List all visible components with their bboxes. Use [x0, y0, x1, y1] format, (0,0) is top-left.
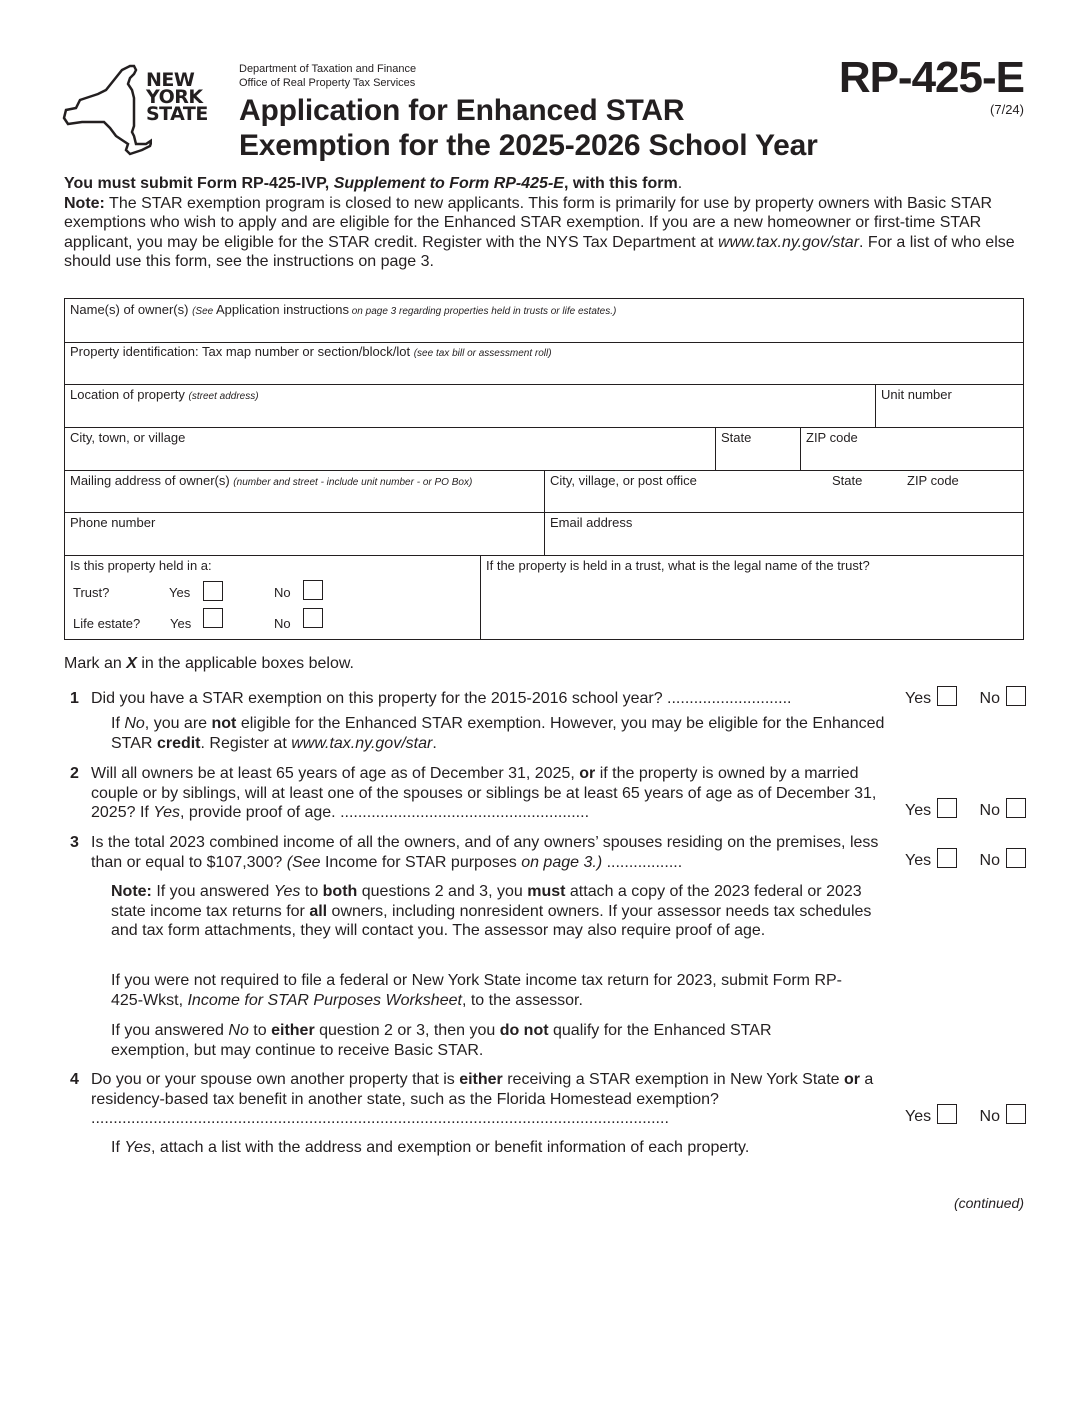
question-1-answers: Yes No: [905, 689, 1026, 709]
state-field[interactable]: State: [716, 427, 801, 470]
q3-no-checkbox[interactable]: [1006, 848, 1026, 868]
mailing-address-input[interactable]: [69, 489, 540, 509]
q4-no-checkbox[interactable]: [1006, 1104, 1026, 1124]
logo-wordmark: [146, 69, 208, 125]
q2-yes-checkbox[interactable]: [937, 798, 957, 818]
mailing-city-label: City, village, or post office: [550, 473, 697, 488]
trust-no-checkbox[interactable]: [303, 580, 323, 600]
trust-name-field[interactable]: If the property is held in a trust, what is the legal name of the trust?: [481, 555, 1023, 639]
location-field[interactable]: Location of property (street address): [65, 384, 876, 427]
zip-input[interactable]: [805, 447, 1019, 467]
location-input[interactable]: [69, 404, 871, 424]
q1-star-link[interactable]: www.tax.ny.gov/star: [291, 734, 433, 752]
trust-name-input[interactable]: [485, 616, 1019, 636]
city-field[interactable]: City, town, or village: [65, 427, 716, 470]
state-input[interactable]: [720, 447, 796, 467]
mailing-zip-label: ZIP code: [907, 473, 959, 488]
property-id-field[interactable]: Property identification: Tax map number or section/block/lot (see tax bill or assessment roll): [65, 341, 1023, 384]
property-id-input[interactable]: [69, 361, 1019, 381]
logo-word-york: YORK: [146, 86, 203, 108]
phone-field[interactable]: Phone number: [65, 512, 545, 555]
question-3-answers: Yes No: [905, 851, 1026, 871]
email-input[interactable]: [549, 532, 1019, 552]
q2-no-checkbox[interactable]: [1006, 798, 1026, 818]
question-3: 3 Is the total 2023 combined income of all the owners, and of any owners’ spouses residing on the premises, less than or equal to $107,300? (See Income for STAR purposes on page 3.) ................. Yes No: [64, 833, 1026, 873]
star-link[interactable]: www.tax.ny.gov/star: [717, 233, 860, 251]
question-2: 2 Will all owners be at least 65 years of age as of December 31, 2025, or if the property is owned by a married couple or by siblings, will at least one of the spouses or siblings be at least 65 years of age as of December 31, 2025? If Yes, provide proof of age. ........................................................ Yes No: [64, 764, 1026, 824]
q4-yes-checkbox[interactable]: [937, 1104, 957, 1124]
department-name: Department of Taxation and Finance: [239, 63, 417, 75]
owner-names-field[interactable]: Name(s) of owner(s) (See Application instructions on page 3 regarding properties held in trusts or life estates.): [65, 299, 1023, 342]
row-mailing: [64, 470, 1024, 513]
question-3-disqualify-note: If you answered No to either question 2 or 3, then you do not qualify for the Enhanced STAR exemption, but may continue to receive Basic STAR.: [111, 1022, 772, 1059]
agency-info: [239, 62, 416, 90]
row-contact: [64, 512, 1024, 556]
question-2-answers: Yes No: [905, 801, 1026, 821]
question-3-note: Note: If you answered Yes to both questions 2 and 3, you must attach a copy of the 2023 federal or 2023 state income tax returns for all owners, including nonresident owners. If your assessor needs tax schedules and tax form attachments, they will contact you. The assessor may also require proof of age.: [111, 883, 872, 939]
nys-logo: [62, 62, 212, 158]
mailing-address-field[interactable]: Mailing address of owner(s) (number and street - include unit number - or PO Box): [65, 470, 545, 512]
question-4-note: If Yes, attach a list with the address and exemption or benefit information of each property.: [111, 1139, 750, 1156]
held-in-label: Is this property held in a:: [70, 558, 212, 573]
city-input[interactable]: [69, 447, 711, 467]
mailing-state-label: State: [832, 473, 863, 488]
submit-notice: You must submit Form RP-425-IVP, Supplement to Form RP-425-E, with this form.: [64, 175, 683, 192]
life-estate-yes-checkbox[interactable]: [203, 608, 223, 628]
office-name: Office of Real Property Tax Services: [239, 77, 416, 89]
row-location: [64, 384, 1024, 428]
email-field[interactable]: Email address: [545, 512, 1023, 555]
continued-label: (continued): [953, 1195, 1024, 1211]
page-title: [239, 93, 818, 163]
title-line-1: Application for Enhanced STAR: [239, 94, 685, 127]
question-3-worksheet-note: If you were not required to file a federal or New York State income tax return for 2023, submit Form RP-425-Wkst, Income for STAR Purposes Worksheet, to the assessor.: [111, 972, 843, 1009]
unit-number-field[interactable]: Unit number: [876, 384, 1023, 427]
mailing-city-input[interactable]: [549, 489, 1019, 509]
form-number: RP-425-E: [838, 53, 1024, 102]
intro-note: Note: The STAR exemption program is closed to new applicants. This form is primarily for use by property owners with Basic STAR exemptions who wish to apply and are eligible for the Enhanced STAR exemption. If you are a new homeowner or first-time STAR applicant, you may be eligible for the STAR credit. Register with the NYS Tax Department at www.tax.ny.gov/star. For a list of who else should use this form, see the instructions on page 3.: [64, 194, 1015, 270]
owner-names-input[interactable]: [69, 319, 1019, 339]
intro-text: [64, 174, 1034, 272]
title-line-2: Exemption for the 2025-2026 School Year: [239, 129, 818, 162]
trust-yes-checkbox[interactable]: [203, 581, 223, 601]
q3-yes-checkbox[interactable]: [937, 848, 957, 868]
held-in-field: Is this property held in a: Trust? Yes No Life estate? Yes No: [65, 555, 481, 639]
mailing-city-state-zip-field[interactable]: [545, 470, 1023, 512]
question-1-note: If No, you are not eligible for the Enhanced STAR exemption. However, you may be eligible for the Enhanced STAR credit. Register at www.tax.ny.gov/star.: [111, 715, 885, 752]
question-1: 1 Did you have a STAR exemption on this property for the 2015-2016 school year? ............................ Yes No: [64, 689, 1026, 711]
question-4-answers: Yes No: [905, 1107, 1026, 1127]
row-city: [64, 427, 1024, 471]
zip-field[interactable]: ZIP code: [801, 427, 1023, 470]
question-4: 4 Do you or your spouse own another property that is either receiving a STAR exemption in New York State or a residency-based tax benefit in another state, such as the Florida Homestead exemption? .................................................................................................................................. Yes No: [64, 1070, 1026, 1130]
q1-yes-checkbox[interactable]: [937, 686, 957, 706]
logo-word-state: STATE: [146, 103, 208, 125]
row-ownership-type: [64, 555, 1024, 640]
row-property-id: [64, 341, 1024, 385]
logo-word-new: NEW: [146, 69, 195, 91]
row-owner-names: [64, 298, 1024, 343]
unit-number-input[interactable]: [880, 404, 1019, 424]
life-estate-no-checkbox[interactable]: [303, 608, 323, 628]
mark-instructions: Mark an X in the applicable boxes below.: [64, 655, 354, 672]
form-revision: (7/24): [990, 102, 1024, 117]
q1-no-checkbox[interactable]: [1006, 686, 1026, 706]
new-york-state-outline-icon: [62, 62, 152, 158]
phone-input[interactable]: [69, 532, 540, 552]
